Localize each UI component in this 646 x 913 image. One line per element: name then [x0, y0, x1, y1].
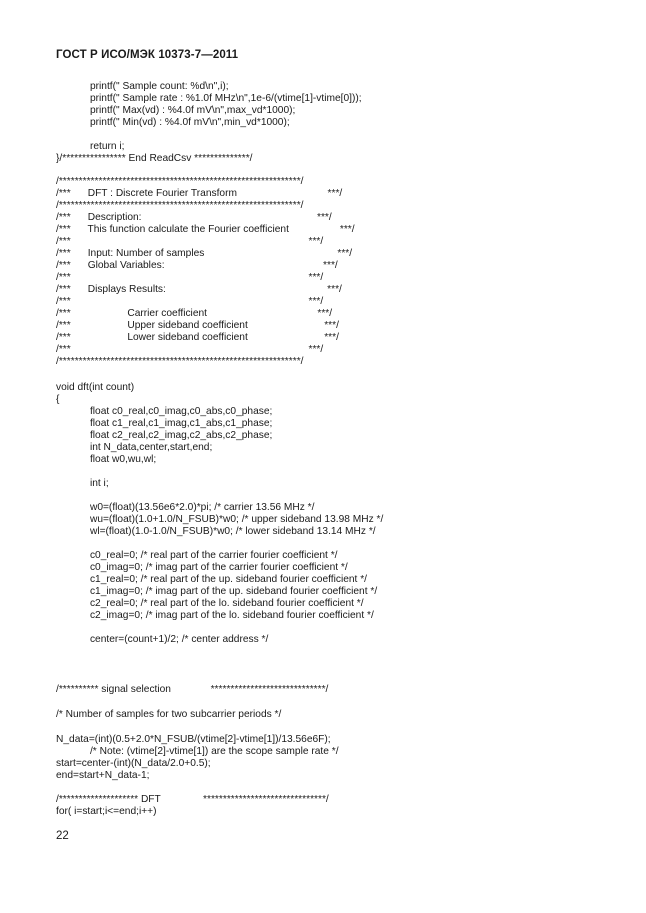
- code-listing: [56, 78, 616, 818]
- code-line: /*** This function calculate the Fourier coefficient ***/: [56, 224, 355, 235]
- code-line: /*** Description: ***/: [56, 212, 332, 223]
- code-line: printf(" Sample rate : %1.0f MHz\n",1e-6/(vtime[1]-vtime[0]));: [56, 93, 362, 104]
- code-line: wl=(float)(1.0-1.0/N_FSUB)*w0; /* lower sideband 13.14 MHz */: [56, 526, 376, 537]
- code-line: /* Number of samples for two subcarrier periods */: [56, 709, 282, 720]
- code-line: printf(" Sample count: %d\n",i);: [56, 81, 229, 92]
- code-line: int N_data,center,start,end;: [56, 442, 213, 453]
- code-line: void dft(int count): [56, 382, 135, 393]
- code-line: c2_imag=0; /* imag part of the lo. sideband fourier coefficient */: [56, 610, 374, 621]
- code-line: /******************** DFT *******************************/: [56, 794, 329, 805]
- code-line: /*** Carrier coefficient ***/: [56, 308, 333, 319]
- code-line: c2_real=0; /* real part of the lo. sideband fourier coefficient */: [56, 598, 364, 609]
- code-line: c0_real=0; /* real part of the carrier fourier coefficient */: [56, 550, 338, 561]
- code-line: N_data=(int)(0.5+2.0*N_FSUB/(vtime[2]-vtime[1])/13.56e6F);: [56, 734, 331, 745]
- code-line: float c1_real,c1_imag,c1_abs,c1_phase;: [56, 418, 273, 429]
- code-line: center=(count+1)/2; /* center address */: [56, 634, 269, 645]
- code-line: c0_imag=0; /* imag part of the carrier fourier coefficient */: [56, 562, 348, 573]
- code-line: float c0_real,c0_imag,c0_abs,c0_phase;: [56, 406, 273, 417]
- code-line: /*************************************************************/: [56, 200, 304, 211]
- code-line: c1_imag=0; /* imag part of the up. sideband fourier coefficient */: [56, 586, 378, 597]
- code-line: {: [56, 394, 60, 405]
- code-line: /*** ***/: [56, 272, 324, 283]
- code-line: printf(" Max(vd) : %4.0f mV\n",max_vd*1000);: [56, 105, 296, 116]
- code-line: for( i=start;i<=end;i++): [56, 806, 157, 817]
- code-line: wu=(float)(1.0+1.0/N_FSUB)*w0; /* upper sideband 13.98 MHz */: [56, 514, 384, 525]
- code-line: float c2_real,c2_imag,c2_abs,c2_phase;: [56, 430, 273, 441]
- code-line: printf(" Min(vd) : %4.0f mV\n",min_vd*1000);: [56, 117, 290, 128]
- code-line: /********** signal selection *****************************/: [56, 684, 329, 695]
- code-line: /*** Input: Number of samples ***/: [56, 248, 353, 259]
- code-line: /*** ***/: [56, 296, 324, 307]
- code-line: int i;: [56, 478, 109, 489]
- code-line: /*** Displays Results: ***/: [56, 284, 342, 295]
- code-line: c1_real=0; /* real part of the up. sideband fourier coefficient */: [56, 574, 367, 585]
- code-line: }/**************** End ReadCsv **************/: [56, 153, 253, 164]
- code-line: /*** ***/: [56, 236, 324, 247]
- code-line: /* Note: (vtime[2]-vtime[1]) are the scope sample rate */: [56, 746, 339, 757]
- code-line: w0=(float)(13.56e6*2.0)*pi; /* carrier 13.56 MHz */: [56, 502, 315, 513]
- code-line: /*** Global Variables: ***/: [56, 260, 338, 271]
- code-line: /*************************************************************/: [56, 356, 304, 367]
- code-line: /*** ***/: [56, 344, 324, 355]
- page-number: 22: [56, 830, 69, 842]
- document-header: ГОСТ Р ИСО/МЭК 10373-7—2011: [56, 49, 239, 61]
- code-line: /*** DFT : Discrete Fourier Transform ***/: [56, 188, 343, 199]
- code-line: end=start+N_data-1;: [56, 770, 150, 781]
- code-line: return i;: [56, 141, 125, 152]
- code-line: start=center-(int)(N_data/2.0+0.5);: [56, 758, 211, 769]
- code-line: /*************************************************************/: [56, 176, 304, 187]
- code-line: /*** Upper sideband coefficient ***/: [56, 320, 339, 331]
- code-line: float w0,wu,wl;: [56, 454, 157, 465]
- code-line: /*** Lower sideband coefficient ***/: [56, 332, 339, 343]
